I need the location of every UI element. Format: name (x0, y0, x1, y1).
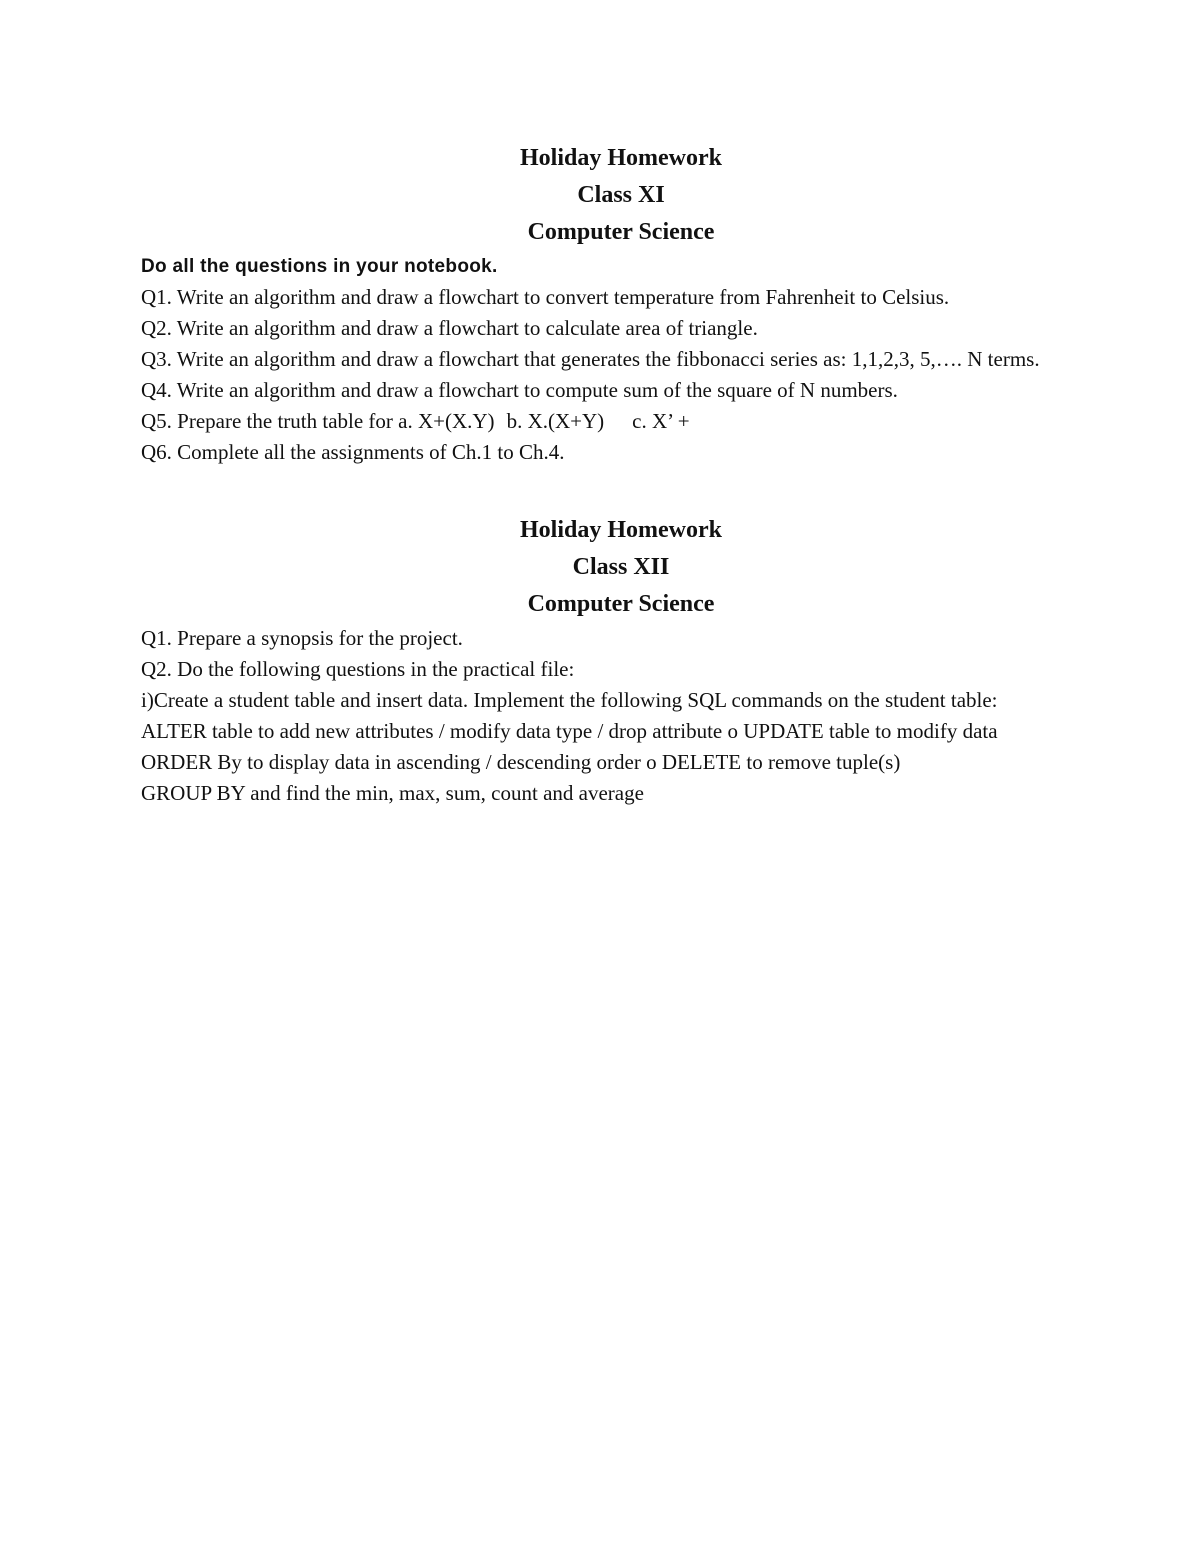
sql-task-order: ORDER By to display data in ascending / descending order o DELETE to remove tuple(s) (141, 750, 901, 774)
sql-task-intro: i)Create a student table and insert data. Implement the following SQL commands on the student table: (141, 688, 998, 712)
subject-heading: Computer Science (527, 591, 715, 617)
question-5-part-a: Q5. Prepare the truth table for a. X+(X.Y) (141, 409, 495, 433)
instruction-text: Do all the questions in your notebook. (141, 256, 498, 277)
question-5 (141, 406, 1101, 437)
sql-task-group: GROUP BY and find the min, max, sum, count and average (141, 781, 644, 805)
question-5-part-c: c. X’ + (632, 409, 690, 433)
sql-task-alter: ALTER table to add new attributes / modify data type / drop attribute o UPDATE table to modify data (141, 719, 998, 743)
homework-title: Holiday Homework (520, 145, 722, 171)
question-1: Q1. Write an algorithm and draw a flowchart to convert temperature from Fahrenheit to Celsius. (141, 285, 950, 309)
subject-heading: Computer Science (527, 219, 715, 245)
question-6: Q6. Complete all the assignments of Ch.1 to Ch.4. (141, 440, 565, 464)
homework-title: Holiday Homework (520, 517, 722, 543)
class-xii-section (141, 512, 1101, 809)
question-2: Q2. Write an algorithm and draw a flowchart to calculate area of triangle. (141, 316, 758, 340)
question-2: Q2. Do the following questions in the practical file: (141, 657, 575, 681)
class-heading: Class XI (577, 182, 665, 208)
class-xi-section (141, 140, 1101, 468)
question-3: Q3. Write an algorithm and draw a flowchart that generates the fibbonacci series as: 1,1,2,3, 5,…. N terms. (141, 347, 1040, 371)
question-5-part-b: b. X.(X+Y) (506, 409, 605, 433)
question-1: Q1. Prepare a synopsis for the project. (141, 626, 463, 650)
question-4: Q4. Write an algorithm and draw a flowchart to compute sum of the square of N numbers. (141, 378, 898, 402)
class-heading: Class XII (572, 554, 670, 580)
